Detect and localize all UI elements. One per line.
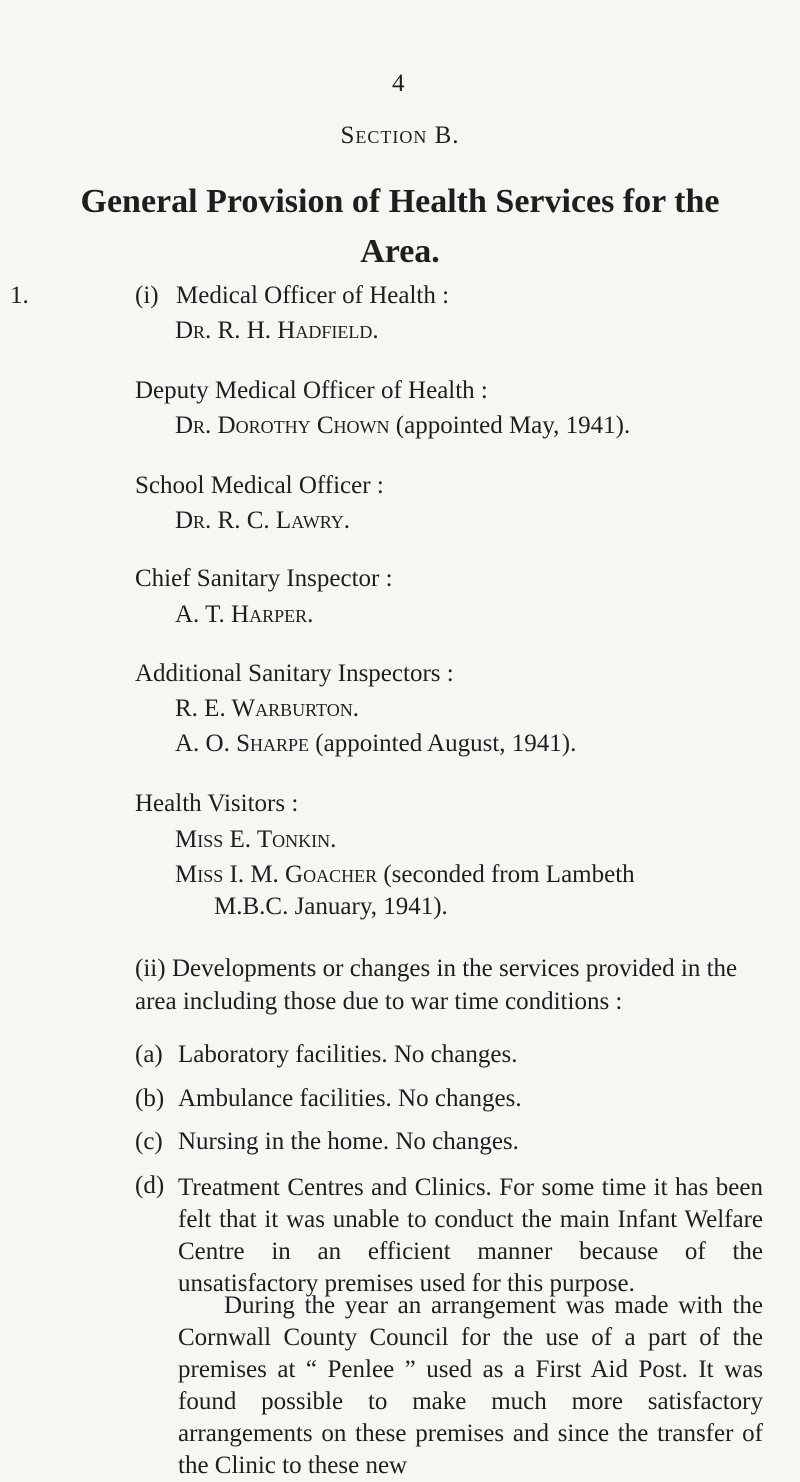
name-medical-officer: Dr. R. H. Hadfield.: [175, 317, 379, 344]
additional-inspector-2-line: [175, 730, 576, 758]
item-a-text: Laboratory facilities. No changes.: [178, 1041, 518, 1068]
name-chief-sanitary-inspector: A. T. Harper.: [175, 601, 314, 628]
item-d-label: (d): [135, 1172, 165, 1199]
during-year-paragraph: During the year an arrangement was made with the Cornwall County Council for the use of a part of the premises at “ Penlee ” used as a First Aid Post. It was found possible to make much more satisfactory arrangements on these premises and since the transfer of the Clinic to these new: [178, 1292, 763, 1479]
role-health-visitors: Health Visitors :: [135, 790, 299, 817]
title-line-2: Area.: [360, 233, 440, 270]
page-title: [0, 177, 800, 277]
item-c-label: (c): [135, 1128, 163, 1155]
item-number: 1.: [10, 282, 29, 309]
page-number: 4: [392, 70, 405, 97]
note-health-visitor-2: (seconded from Lambeth: [383, 861, 635, 888]
role-deputy-medical-officer: Deputy Medical Officer of Health :: [135, 377, 488, 404]
item-b-label: (b): [135, 1085, 165, 1112]
item-a-label: (a): [135, 1041, 163, 1068]
title-line-1: General Provision of Health Services for the: [80, 183, 720, 220]
name-health-visitor-2: Miss I. M. Goacher: [175, 861, 378, 888]
item-d-text: Treatment Centres and Clinics. For some time it has been felt that it was unable to conduct the main Infant Welfare Centre in an efficient manner because of the unsatisfactory premises used for this purpose.: [178, 1174, 763, 1297]
note-additional-inspector-2: (appointed August, 1941).: [315, 730, 577, 757]
part-ii-intro-line-2: area including those due to war time conditions :: [135, 988, 623, 1015]
name-school-medical-officer: Dr. R. C. Lawry.: [175, 507, 350, 534]
note-deputy-medical-officer: (appointed May, 1941).: [395, 412, 631, 439]
name-additional-inspector-1: R. E. Warburton.: [175, 695, 359, 722]
section-heading: Section B.: [340, 122, 460, 149]
name-additional-inspector-2: A. O. Sharpe: [175, 730, 310, 757]
part-ii-intro-line-1: Developments or changes in the services provided in the: [172, 955, 738, 982]
name-deputy-medical-officer: Dr. Dorothy Chown: [175, 412, 390, 439]
role-medical-officer: Medical Officer of Health :: [176, 282, 450, 309]
role-additional-sanitary-inspectors: Additional Sanitary Inspectors :: [135, 660, 454, 687]
note-health-visitor-2-cont: M.B.C. January, 1941).: [214, 893, 448, 920]
name-health-visitor-1: Miss E. Tonkin.: [175, 826, 337, 853]
item-b-text: Ambulance facilities. No changes.: [178, 1085, 522, 1112]
item-c-text: Nursing in the home. No changes.: [178, 1128, 519, 1155]
part-i-label: (i): [135, 282, 159, 309]
health-visitor-2-line: [175, 861, 635, 889]
part-ii-label: (ii): [135, 955, 166, 982]
role-school-medical-officer: School Medical Officer :: [135, 472, 384, 499]
deputy-medical-officer-line: [175, 412, 630, 440]
role-chief-sanitary-inspector: Chief Sanitary Inspector :: [135, 565, 393, 592]
